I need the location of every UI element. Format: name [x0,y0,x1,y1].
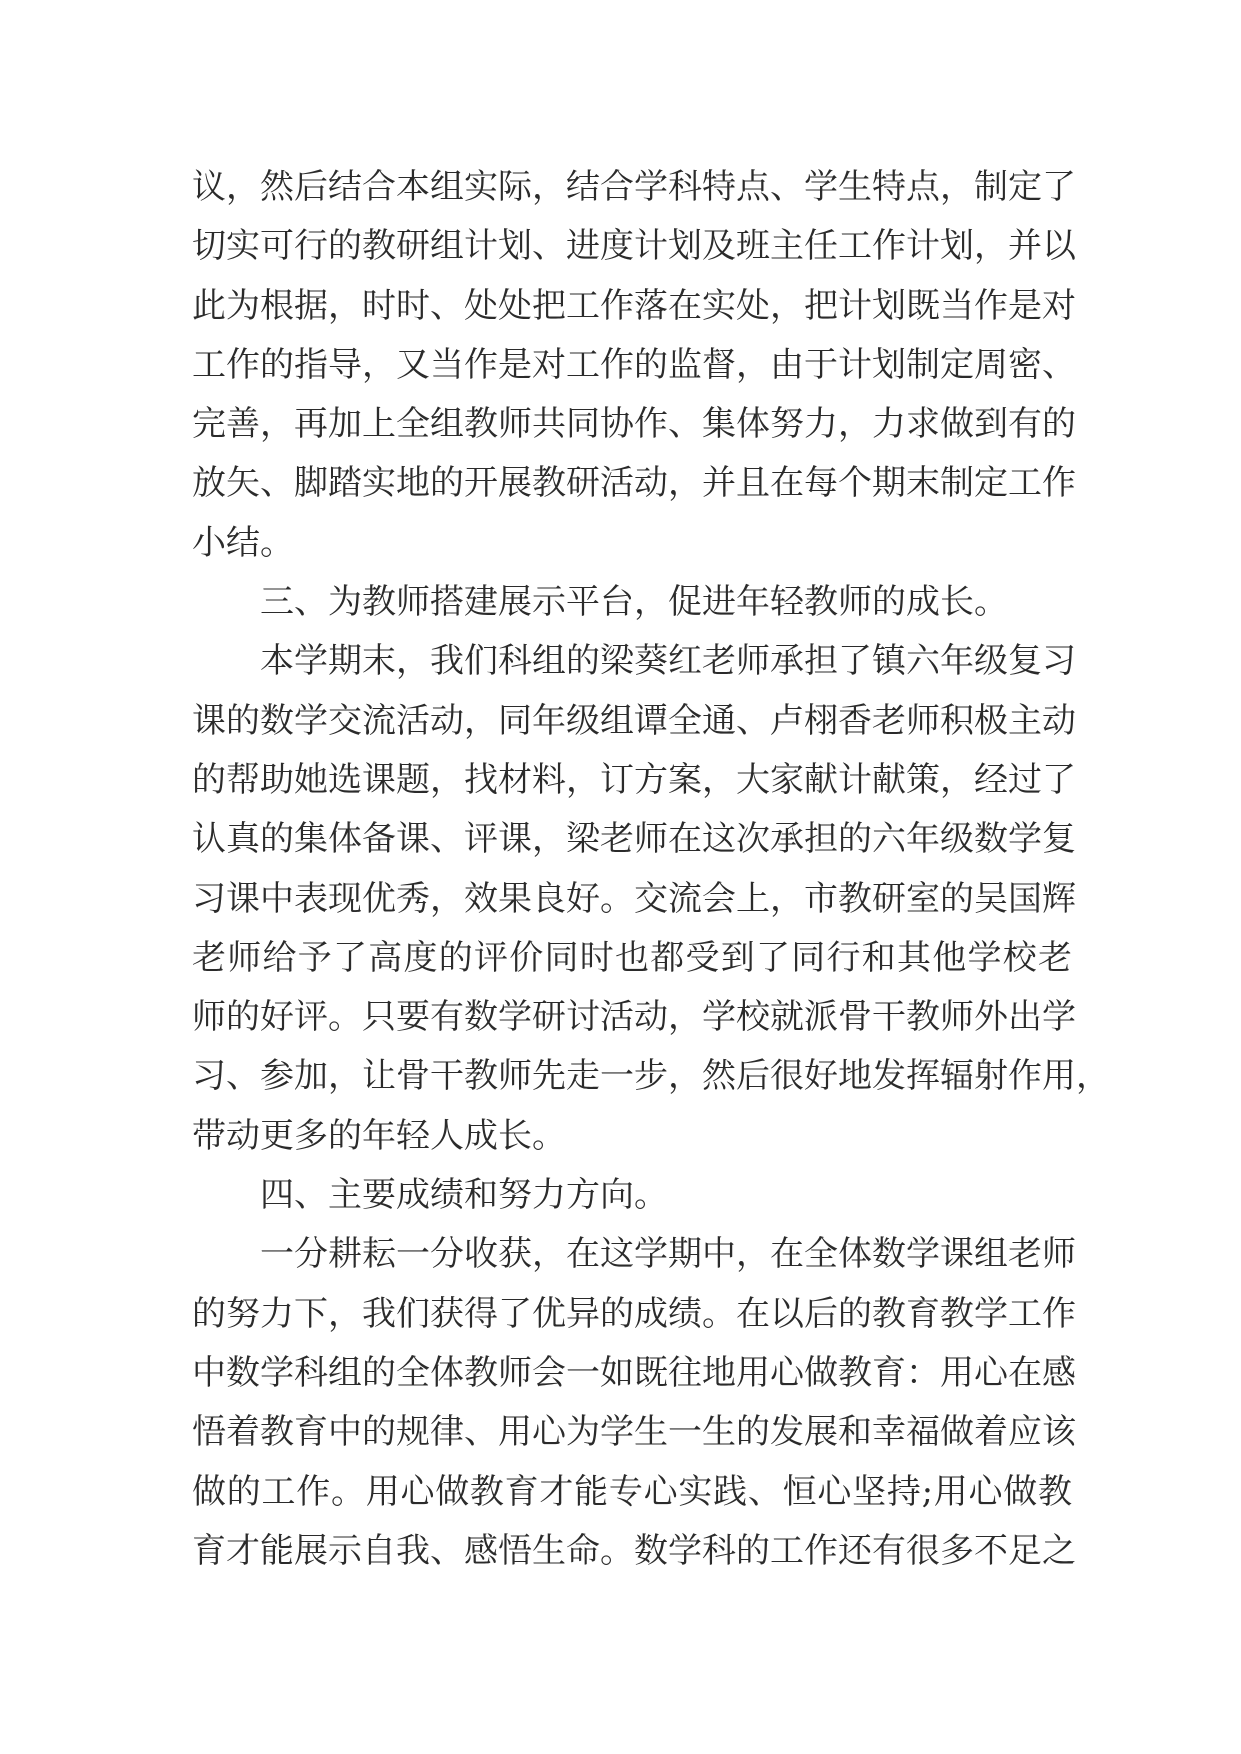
text-line: 放矢、脚踏实地的开展教研活动，并且在每个期末制定工作 [192,463,1076,504]
text-line: 课的数学交流活动，同年级组谭全通、卢栩香老师积极主动 [192,700,1076,741]
section-heading: 四、主要成绩和努力方向。 [260,1175,668,1216]
text-line: 老师给予了高度的评价同时也都受到了同行和其他学校老 [192,937,1072,978]
document-body [192,158,1110,1581]
text-line: 议，然后结合本组实际，结合学科特点、学生特点，制定了 [192,167,1076,207]
section-heading: 三、为教师搭建展示平台，促进年轻教师的成长。 [260,582,1008,623]
text-line: 一分耕耘一分收获，在这学期中，在全体数学课组老师 [260,1234,1076,1275]
text-line: 切实可行的教研组计划、进度计划及班主任工作计划，并以 [192,226,1076,267]
text-line: 师的好评。只要有数学研讨活动，学校就派骨干教师外出学 [192,997,1076,1038]
text-line: 本学期末，我们科组的梁葵红老师承担了镇六年级复习 [260,641,1076,682]
text-line: 中数学科组的全体教师会一如既往地用心做教育：用心在感 [192,1352,1076,1393]
text-line: 工作的指导，又当作是对工作的监督，由于计划制定周密、 [192,344,1076,385]
text-line: 悟着教育中的规律、用心为学生一生的发展和幸福做着应该 [192,1412,1076,1453]
text-line: 的帮助她选课题，找材料，订方案，大家献计献策，经过了 [192,759,1076,800]
text-line: 习、参加，让骨干教师先走一步，然后很好地发挥辐射作用， [192,1056,1110,1097]
text-line: 做的工作。用心做教育才能专心实践、恒心坚持;用心做教 [192,1471,1072,1512]
text-line: 育才能展示自我、感悟生命。数学科的工作还有很多不足之 [192,1530,1076,1571]
text-line: 习课中表现优秀，效果良好。交流会上，市教研室的吴国辉 [192,878,1076,919]
text-line: 带动更多的年轻人成长。 [192,1115,566,1156]
text-line: 的努力下，我们获得了优异的成绩。在以后的教育教学工作 [192,1293,1076,1334]
text-line: 认真的集体备课、评课，梁老师在这次承担的六年级数学复 [192,819,1076,860]
text-line: 此为根据，时时、处处把工作落在实处，把计划既当作是对 [192,285,1076,326]
text-line: 完善，再加上全组教师共同协作、集体努力，力求做到有的 [192,404,1076,445]
text-line: 小结。 [192,522,294,563]
